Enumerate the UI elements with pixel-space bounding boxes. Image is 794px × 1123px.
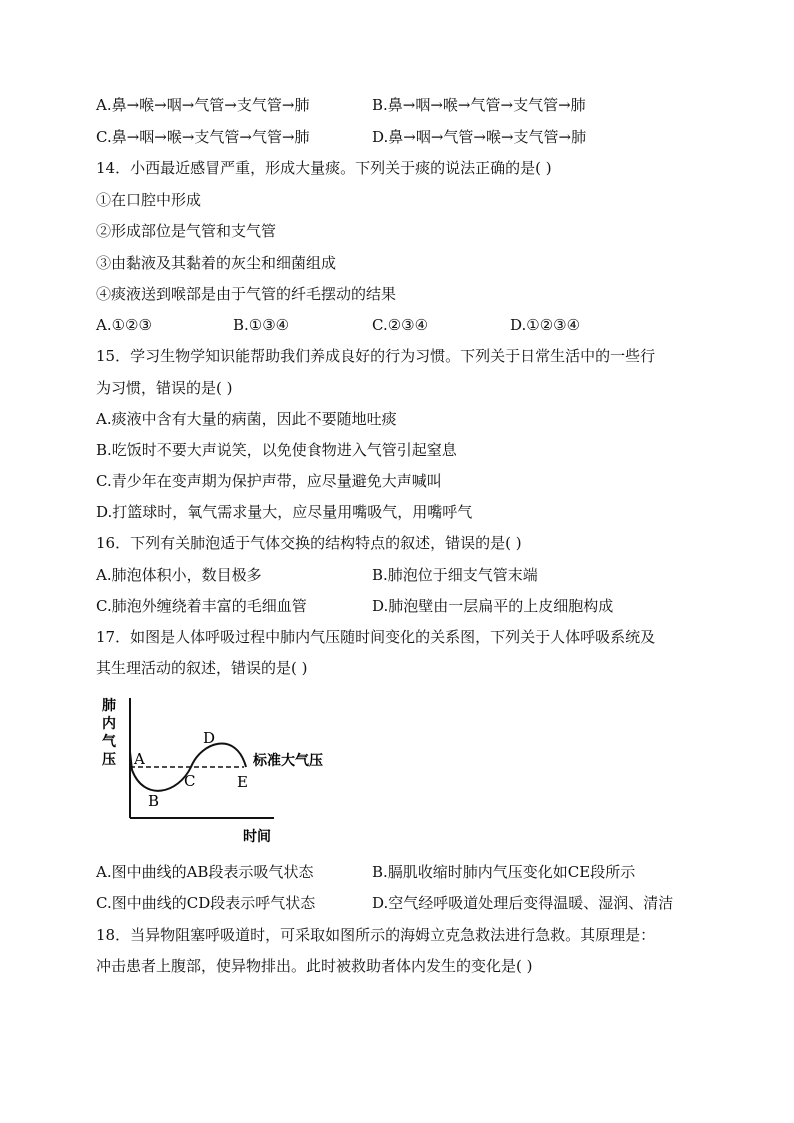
point-e-label: E	[237, 773, 248, 791]
q13-option-b: B.鼻→咽→喉→气管→支气管→肺	[372, 96, 586, 114]
point-c-label: C	[184, 772, 196, 790]
x-axis-label: 时间	[243, 829, 271, 845]
q17-stem-line1: 17．如图是人体呼吸过程中肺内气压随时间变化的关系图，下列关于人体呼吸系统及	[96, 628, 656, 646]
q13-option-a: A.鼻→喉→咽→气管→支气管→肺	[96, 96, 310, 114]
point-a-label: A	[134, 750, 145, 768]
q15-option-c: C.青少年在变声期为保护声带，应尽量避免大声喊叫	[96, 472, 442, 490]
y-axis-label-1: 肺	[102, 698, 116, 714]
q13-option-d: D.鼻→咽→气管→喉→支气管→肺	[372, 128, 587, 146]
q14-option-d: D.①②③④	[510, 316, 581, 334]
q14-option-b: B.①③④	[233, 316, 290, 334]
q14-statement-4: ④痰液送到喉部是由于气管的纤毛摆动的结果	[96, 285, 397, 303]
q14-option-a: A.①②③	[96, 316, 152, 334]
point-d-label: D	[203, 729, 216, 747]
q16-option-a: A.肺泡体积小，数目极多	[96, 566, 262, 584]
q17-stem-line2: 其生理活动的叙述，错误的是( )	[96, 659, 308, 677]
q16-option-d: D.肺泡壁由一层扁平的上皮细胞构成	[372, 597, 614, 615]
q13-option-c: C.鼻→咽→喉→支气管→气管→肺	[96, 128, 310, 146]
q15-option-d: D.打篮球时，氧气需求量大，应尽量用嘴吸气，用嘴呼气	[96, 503, 473, 521]
q16-option-c: C.肺泡外缠绕着丰富的毛细血管	[96, 597, 307, 615]
q15-option-b: B.吃饭时不要大声说笑，以免使食物进入气管引起窒息	[96, 441, 457, 459]
baseline-label: 标准大气压	[253, 753, 323, 769]
point-b-label: B	[148, 792, 160, 810]
q16-stem: 16．下列有关肺泡适于气体交换的结构特点的叙述，错误的是( )	[96, 534, 522, 552]
q14-statement-3: ③由黏液及其黏着的灰尘和细菌组成	[96, 254, 337, 272]
lung-pressure-diagram	[96, 690, 356, 850]
q14-stem: 14．小西最近感冒严重，形成大量痰。下列关于痰的说法正确的是( )	[96, 159, 552, 177]
y-axis-label-4: 压	[102, 752, 116, 768]
q14-statement-1: ①在口腔中形成	[96, 191, 202, 209]
q17-option-b: B.膈肌收缩时肺内气压变化如CE段所示	[372, 863, 636, 881]
q16-option-b: B.肺泡位于细支气管末端	[372, 566, 538, 584]
q14-option-c: C.②③④	[372, 316, 429, 334]
y-axis-label-3: 气	[102, 734, 116, 750]
q17-option-d: D.空气经呼吸道处理后变得温暖、湿润、清洁	[372, 894, 674, 912]
q15-option-a: A.痰液中含有大量的病菌，因此不要随地吐痰	[96, 410, 397, 428]
q18-stem-line2: 冲击患者上腹部，使异物排出。此时被救助者体内发生的变化是( )	[96, 957, 533, 975]
y-axis-label-2: 内	[102, 716, 116, 732]
q17-option-c: C.图中曲线的CD段表示呼气状态	[96, 894, 316, 912]
q14-statement-2: ②形成部位是气管和支气管	[96, 222, 277, 240]
q15-stem-line1: 15．学习生物学知识能帮助我们养成良好的行为习惯。下列关于日常生活中的一些行	[96, 347, 656, 365]
q15-stem-line2: 为习惯，错误的是( )	[96, 379, 233, 397]
q18-stem-line1: 18．当异物阻塞呼吸道时，可采取如图所示的海姆立克急救法进行急救。其原理是：	[96, 926, 656, 944]
q17-option-a: A.图中曲线的AB段表示吸气状态	[96, 863, 314, 881]
